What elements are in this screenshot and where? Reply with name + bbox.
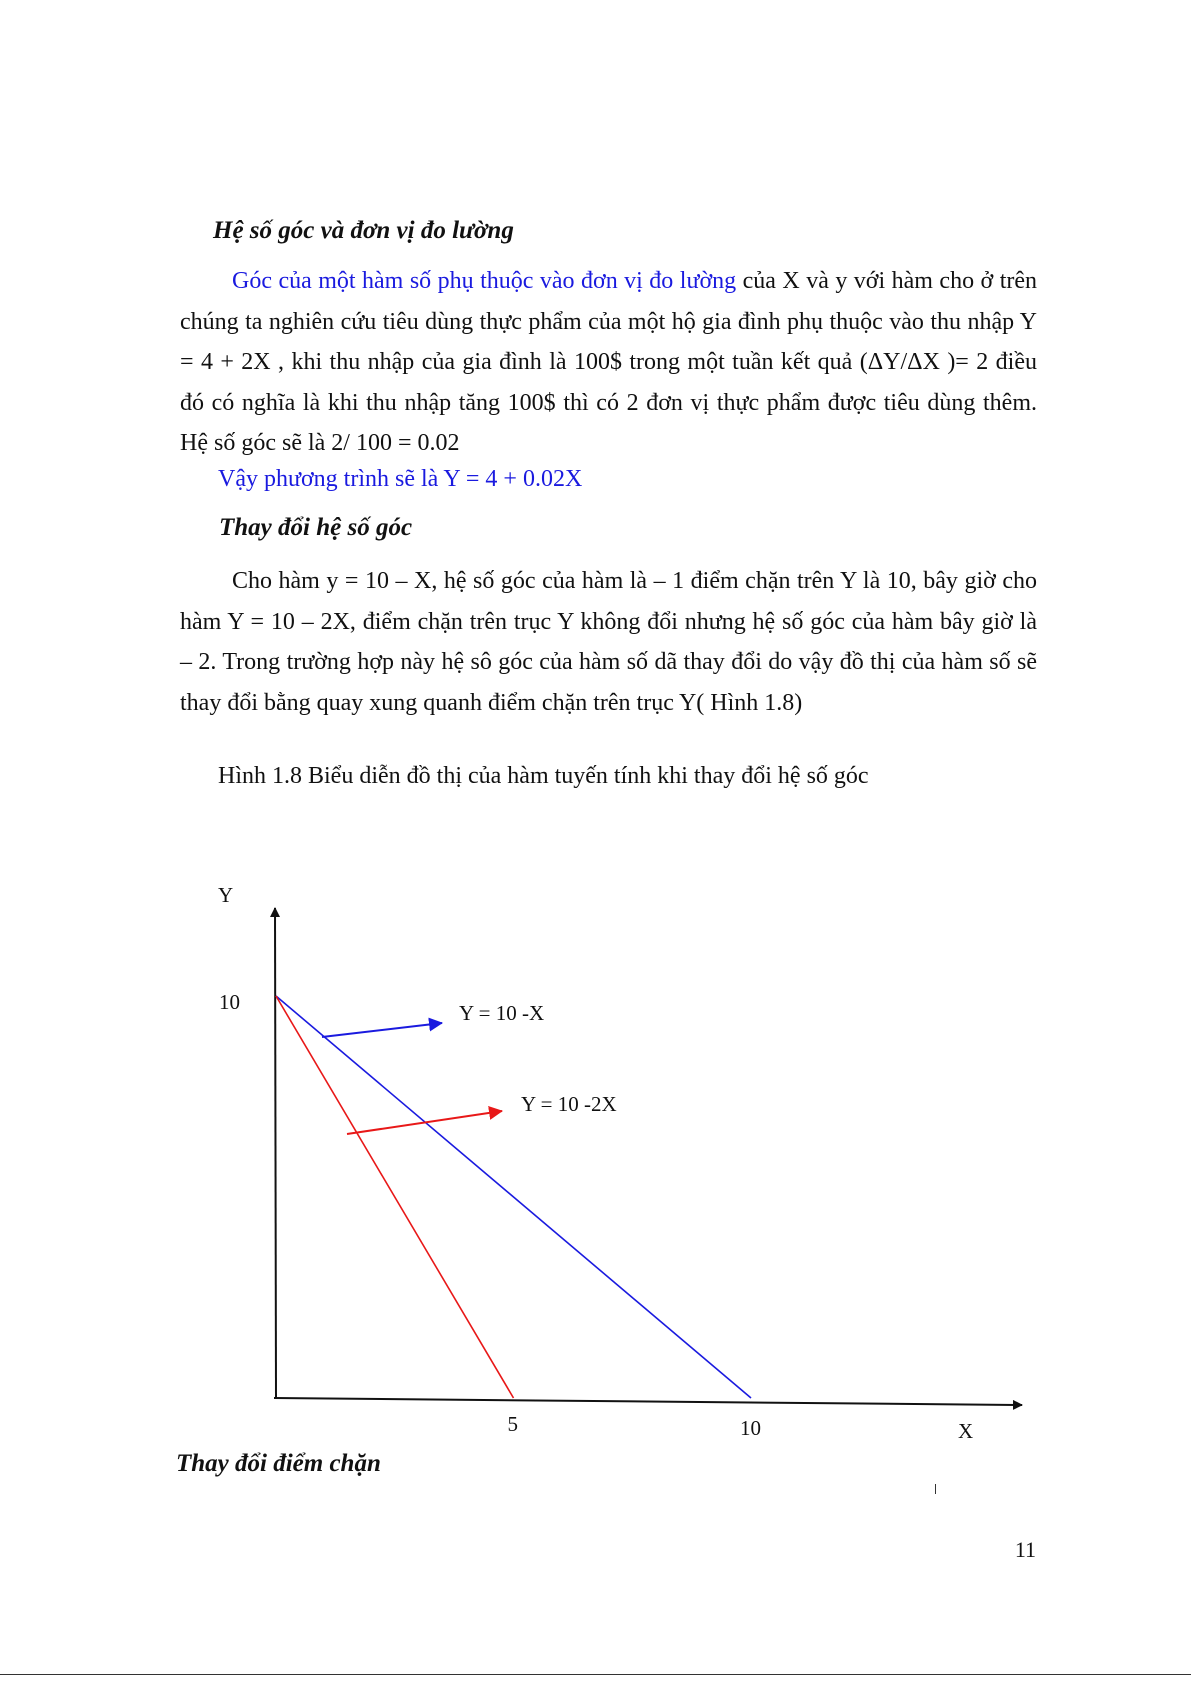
y-tick-label-10: 10 [219,990,240,1014]
highlighted-phrase: Góc của một hàm số phụ thuộc vào đơn vị đo lường [232,268,737,294]
chart-plot-area [218,883,1022,1443]
annotation-arrow-blue [322,1023,442,1037]
x-tick-label-5: 5 [507,1412,518,1436]
series-line-y-10-minus-x [276,996,751,1398]
page-number: 11 [1014,1537,1036,1562]
heading-change-slope: Thay đổi hệ số góc [219,514,413,541]
annotation-label-y-10-minus-x: Y = 10 -X [459,1001,545,1025]
series-line-y-10-minus-2x [276,996,514,1398]
annotation-label-y-10-minus-2x: Y = 10 -2X [521,1092,617,1116]
heading-change-intercept: Thay đổi điểm chặn [176,1450,381,1477]
annotation-arrow-red [347,1111,502,1134]
paragraph-body: của X và y với hàm cho ở trên chúng ta nghiên cứu tiêu dùng thực phẩm của một hộ gia đình phụ thuộc vào thu nhập Y = 4 + 2X , khi thu nhập của gia đình là 100$ trong một tuần kết quả (ΔY/ΔX )= 2 điều đó có nghĩa là khi thu nhập tăng 100$ thì có 2 đơn vị thực phẩm được tiêu dùng thêm. Hệ số góc sẽ là 2/ 100 = 0.02 [180,268,1038,456]
y-axis [275,908,276,1399]
small-mark [935,1484,936,1494]
figure-caption: Hình 1.8 Biểu diễn đồ thị của hàm tuyến tính khi thay đổi hệ số góc [218,763,869,789]
x-axis [274,1398,1022,1405]
x-tick-label-10: 10 [740,1416,761,1440]
bottom-rule [0,1674,1191,1675]
y-axis-label: Y [218,883,234,907]
heading-slope-units: Hệ số góc và đơn vị đo lường [213,217,514,244]
paragraph-change-slope: Cho hàm y = 10 – X, hệ số góc của hàm là – 1 điểm chặn trên Y là 10, bây giờ cho hàm Y = 10 – 2X, điểm chặn trên trục Y không đổi nhưng hệ số góc của hàm bây giờ là – 2. Trong trường hợp này hệ sô góc của hàm số dã thay đổi do vậy đồ thị của hàm số sẽ thay đổi bằng quay xung quanh điểm chặn trên trục Y( Hình 1.8) [180,568,1037,716]
x-axis-label: X [958,1419,974,1443]
equation-conclusion: Vậy phương trình sẽ là Y = 4 + 0.02X [218,466,583,492]
